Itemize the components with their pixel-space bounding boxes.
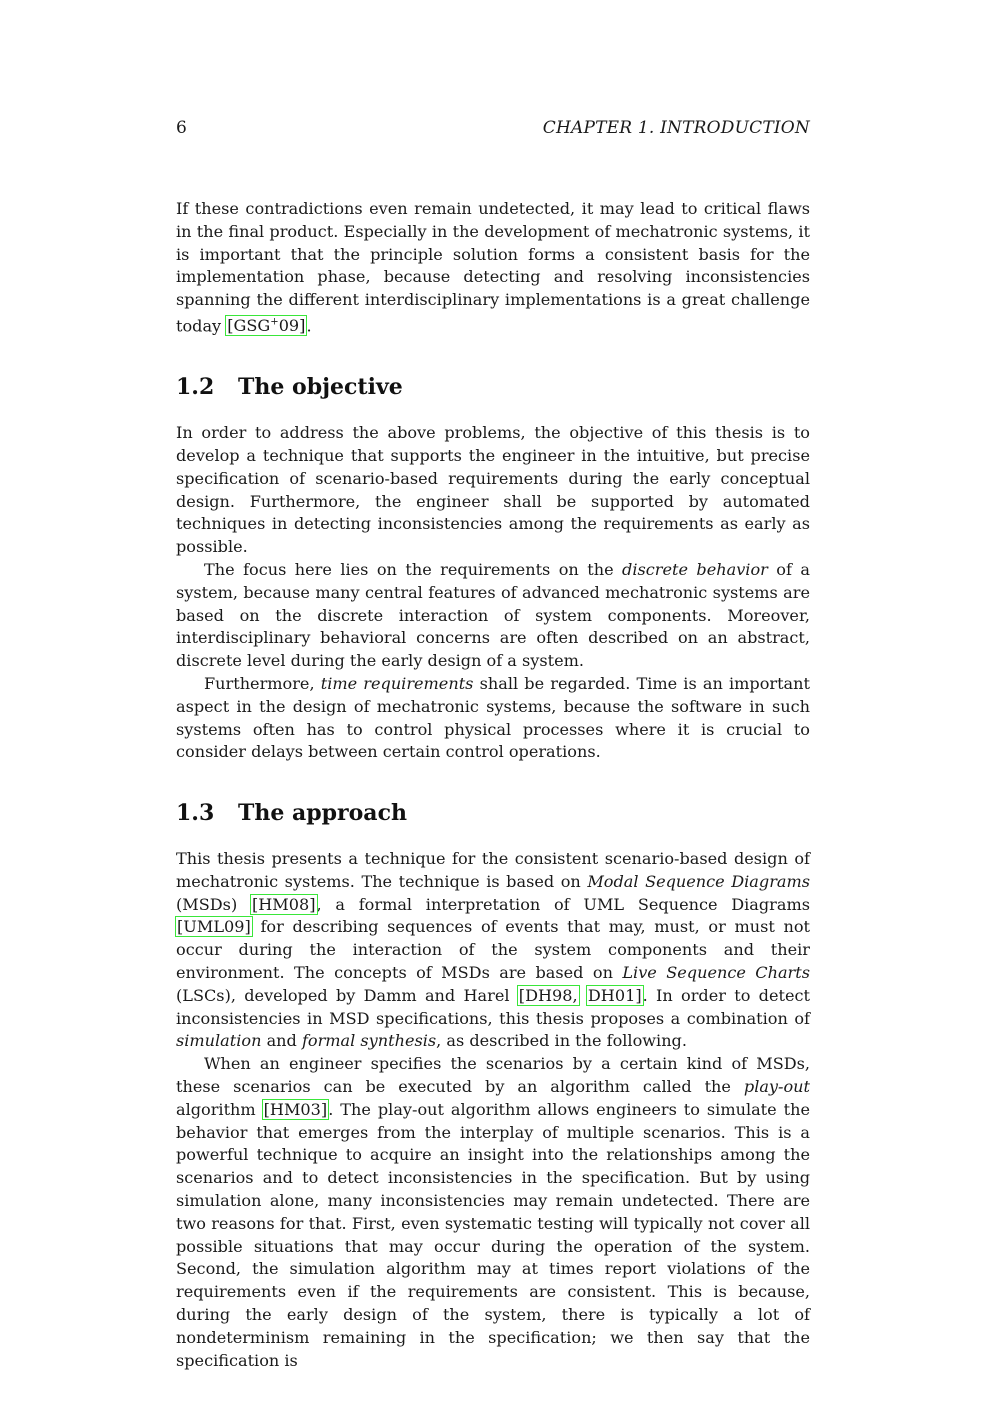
objective-paragraph-1: In order to address the above problems, the objective of this thesis is to develop a technique that supports the engineer in the intuitive, but precise specification of scenario-based requirements during the early conceptual design. Furthermore, the engineer shall be supported by automated techniques in detecting inconsistencies among the requirements as early as possible.	[176, 423, 810, 557]
citation-hm08[interactable]: [HM08]	[251, 894, 316, 914]
chapter-title: CHAPTER 1. INTRODUCTION	[542, 118, 810, 138]
running-header	[176, 118, 810, 146]
section-number: 1.2	[176, 374, 215, 401]
approach-paragraph-2: When an engineer specifies the scenarios by a certain kind of MSDs, these scenarios can be executed by an algorithm called the play-out algorithm [HM03]. The play-out algorithm allows engineers to simulate the behavior that emerges from the interplay of multiple scenarios. This is a powerful technique to acquire an insight into the relationships among the scenarios and to detect inconsistencies in the specification. But by using simulation alone, many inconsistencies may remain undetected. There are two reasons for that. First, even systematic testing will typically not cover all possible situations that may occur during the operation of the system. Second, the simulation algorithm may at times report violations of the requirements even if the requirements are consistent. This is because, during the early design of the system, there is typically a lot of nondeterminism remaining in the specification; we then say that the specification is	[176, 1054, 810, 1370]
citation-dh98[interactable]: [DH98,	[518, 985, 578, 1005]
intro-paragraph: If these contradictions even remain undetected, it may lead to critical flaws in the final product. Especially in the development of mechatronic systems, it is important that the principle solution forms a consistent basis for the implementation phase, because detecting and resolving inconsistencies spanning the different interdisciplinary implementations is a great challenge today [GSG+09].	[176, 199, 810, 336]
citation-dh01[interactable]: DH01]	[587, 985, 642, 1005]
section-title: The objective	[238, 374, 403, 401]
section-heading-approach	[176, 800, 810, 826]
citation-gsg09[interactable]: [GSG+09]	[227, 316, 306, 336]
page-number: 6	[176, 118, 187, 138]
objective-paragraph-3: Furthermore, time requirements shall be regarded. Time is an important aspect in the design of mechatronic systems, because the software in such systems often has to control physical processes where it is crucial to consider delays between certain control operations.	[176, 673, 810, 762]
approach-paragraph-1: This thesis presents a technique for the consistent scenario-based design of mechatronic systems. The technique is based on Modal Sequence Diagrams (MSDs) [HM08], a formal interpretation of UML Sequence Diagrams [UML09] for describing sequences of events that may, must, or must not occur during the interaction of the system components and their environment. The concepts of MSDs are based on Live Sequence Charts (LSCs), developed by Damm and Harel [DH98, DH01]. In order to detect inconsistencies in MSD specifications, this thesis proposes a combination of simulation and formal synthesis, as described in the following.	[176, 849, 811, 1051]
section-number: 1.3	[176, 800, 215, 827]
section-heading-objective	[176, 374, 810, 400]
citation-uml09[interactable]: [UML09]	[177, 917, 251, 937]
document-page	[176, 118, 810, 1372]
objective-paragraph-2: The focus here lies on the requirements on the discrete behavior of a system, because many central features of advanced mechatronic systems are based on the discrete interaction of system components. Moreover, interdisciplinary behavioral concerns are often described on an abstract, discrete level during the early design of a system.	[176, 559, 810, 671]
citation-hm03[interactable]: [HM03]	[263, 1099, 328, 1119]
section-title: The approach	[238, 800, 407, 827]
